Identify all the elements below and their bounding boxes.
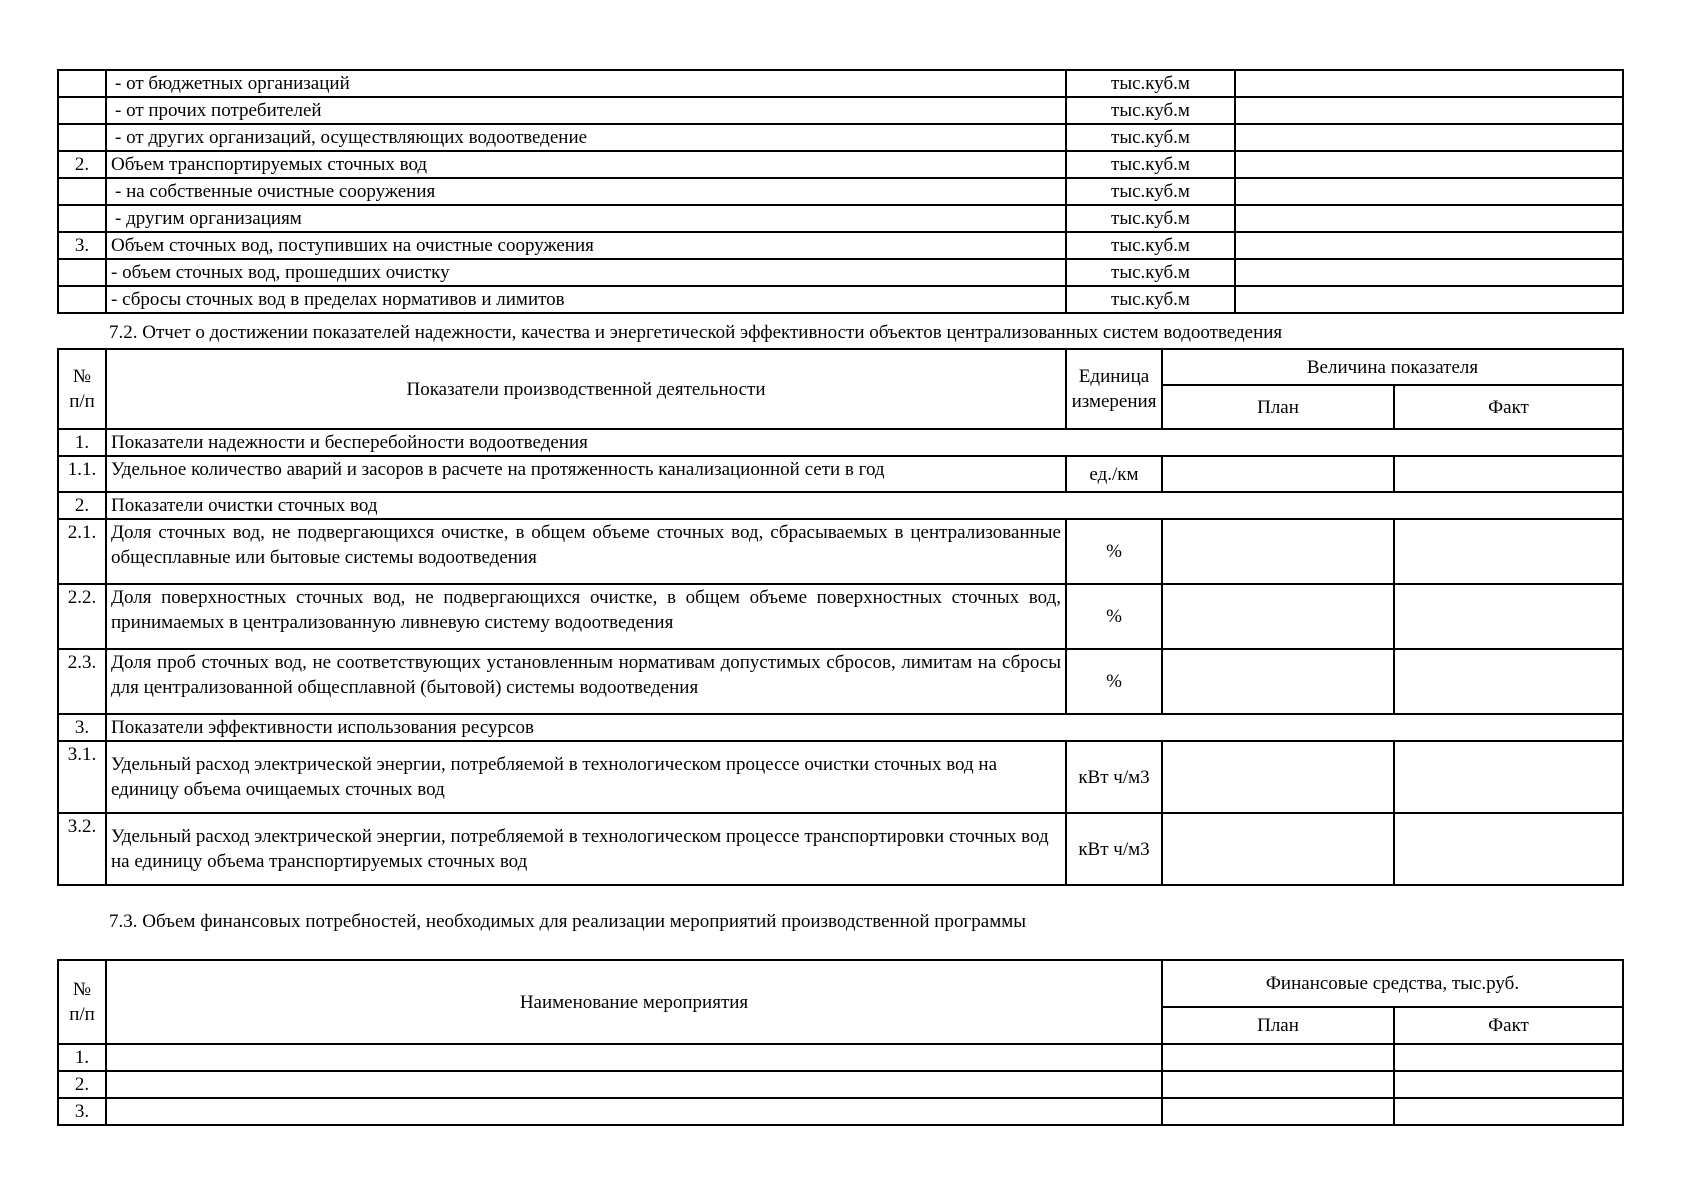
row-unit: тыс.куб.м [1066, 151, 1235, 178]
row-number [58, 259, 106, 286]
row-plan[interactable] [1162, 741, 1394, 813]
table-row [58, 124, 1623, 151]
row-unit: кВт ч/м3 [1066, 813, 1162, 885]
row-unit: тыс.куб.м [1066, 259, 1235, 286]
table-row [58, 178, 1623, 205]
row-value [1235, 286, 1623, 313]
row-name[interactable] [106, 1071, 1162, 1098]
table-row [58, 1071, 1623, 1098]
row-value [1235, 205, 1623, 232]
row-fact[interactable] [1394, 584, 1623, 649]
row-number: 3.2. [58, 813, 106, 885]
row-plan[interactable] [1162, 1071, 1394, 1098]
row-fact[interactable] [1394, 456, 1623, 492]
header-plan: План [1162, 1007, 1394, 1044]
row-name: Доля поверхностных сточных вод, не подвергающихся очистке, в общем объеме поверхностных сточных вод, принимаемых в централизованную ливневую систему водоотведения [106, 584, 1066, 649]
row-number: 1. [58, 429, 106, 456]
row-number [58, 178, 106, 205]
table-row [58, 232, 1623, 259]
table-row [58, 456, 1623, 492]
table-row [58, 205, 1623, 232]
row-value [1235, 232, 1623, 259]
row-unit: % [1066, 649, 1162, 714]
table-row [58, 286, 1623, 313]
table-row [58, 70, 1623, 97]
table-row [58, 741, 1623, 813]
row-name: - сбросы сточных вод в пределах нормативов и лимитов [106, 286, 1066, 313]
row-name: Показатели надежности и бесперебойности водоотведения [106, 429, 1623, 456]
row-name: Объем сточных вод, поступивших на очистные сооружения [106, 232, 1066, 259]
row-number: 3.1. [58, 741, 106, 813]
row-name: - от прочих потребителей [106, 97, 1066, 124]
row-name: - другим организациям [106, 205, 1066, 232]
header-row [58, 349, 1623, 385]
row-fact[interactable] [1394, 1098, 1623, 1125]
table-row [58, 584, 1623, 649]
row-plan[interactable] [1162, 813, 1394, 885]
table-row [58, 97, 1623, 124]
row-name: Удельное количество аварий и засоров в расчете на протяженность канализационной сети в год [106, 456, 1066, 492]
row-number [58, 286, 106, 313]
row-plan[interactable] [1162, 584, 1394, 649]
table-row [58, 1098, 1623, 1125]
row-fact[interactable] [1394, 813, 1623, 885]
header-row [58, 960, 1623, 1007]
row-number [58, 205, 106, 232]
section-7-3-caption: 7.3. Объем финансовых потребностей, необходимых для реализации мероприятий производственной программы [109, 911, 1027, 932]
row-fact[interactable] [1394, 1071, 1623, 1098]
row-unit: тыс.куб.м [1066, 70, 1235, 97]
row-number [58, 124, 106, 151]
wastewater-volume-table [57, 69, 1624, 314]
row-fact[interactable] [1394, 519, 1623, 584]
row-number: 3. [58, 1098, 106, 1125]
row-unit: % [1066, 519, 1162, 584]
row-name: - объем сточных вод, прошедших очистку [106, 259, 1066, 286]
row-number [58, 70, 106, 97]
header-plan: План [1162, 385, 1394, 429]
row-plan[interactable] [1162, 649, 1394, 714]
row-name[interactable] [106, 1044, 1162, 1071]
row-unit: тыс.куб.м [1066, 124, 1235, 151]
row-plan[interactable] [1162, 1098, 1394, 1125]
header-indicators: Показатели производственной деятельности [106, 349, 1066, 429]
row-number: 2. [58, 151, 106, 178]
row-number: 2.1. [58, 519, 106, 584]
row-number: 3. [58, 714, 106, 741]
row-fact[interactable] [1394, 1044, 1623, 1071]
row-value [1235, 124, 1623, 151]
row-value [1235, 97, 1623, 124]
section-7-2-caption: 7.2. Отчет о достижении показателей надежности, качества и энергетической эффективности объектов централизованных систем водоотведения [109, 322, 1283, 343]
header-fact: Факт [1394, 1007, 1623, 1044]
row-unit: ед./км [1066, 456, 1162, 492]
header-value: Величина показателя [1162, 349, 1623, 385]
row-unit: тыс.куб.м [1066, 205, 1235, 232]
row-unit: тыс.куб.м [1066, 178, 1235, 205]
row-number: 3. [58, 232, 106, 259]
row-number: 1.1. [58, 456, 106, 492]
row-name: Доля сточных вод, не подвергающихся очистке, в общем объеме сточных вод, сбрасываемых в централизованные общесплавные или бытовые системы водоотведения [106, 519, 1066, 584]
row-number: 2. [58, 492, 106, 519]
row-value [1235, 151, 1623, 178]
table-row [58, 1044, 1623, 1071]
row-name: Показатели очистки сточных вод [106, 492, 1623, 519]
row-number: 2. [58, 1071, 106, 1098]
row-plan[interactable] [1162, 1044, 1394, 1071]
row-name: Удельный расход электрической энергии, потребляемой в технологическом процессе очистки сточных вод на единицу объема очищаемых сточных вод [106, 741, 1066, 813]
row-value [1235, 259, 1623, 286]
row-unit: тыс.куб.м [1066, 286, 1235, 313]
header-unit: Единица измерения [1066, 349, 1162, 429]
row-name: - на собственные очистные сооружения [106, 178, 1066, 205]
row-number [58, 97, 106, 124]
header-funds: Финансовые средства, тыс.руб. [1162, 960, 1623, 1007]
row-value [1235, 70, 1623, 97]
table-row [58, 519, 1623, 584]
row-name: Объем транспортируемых сточных вод [106, 151, 1066, 178]
row-fact[interactable] [1394, 649, 1623, 714]
table-row [58, 429, 1623, 456]
header-number: № п/п [58, 960, 106, 1044]
row-plan[interactable] [1162, 456, 1394, 492]
row-unit: тыс.куб.м [1066, 97, 1235, 124]
row-unit: % [1066, 584, 1162, 649]
row-number: 1. [58, 1044, 106, 1071]
header-number: № п/п [58, 349, 106, 429]
row-name: - от бюджетных организаций [106, 70, 1066, 97]
table-row [58, 649, 1623, 714]
row-value [1235, 178, 1623, 205]
table-row [58, 813, 1623, 885]
row-name[interactable] [106, 1098, 1162, 1125]
row-unit: кВт ч/м3 [1066, 741, 1162, 813]
row-name: Доля проб сточных вод, не соответствующих установленным нормативам допустимых сбросов, лимитам на сбросы для централизованной общесплавной (бытовой) системы водоотведения [106, 649, 1066, 714]
header-activity-name: Наименование мероприятия [106, 960, 1162, 1044]
table-row [58, 492, 1623, 519]
row-number: 2.2. [58, 584, 106, 649]
row-unit: тыс.куб.м [1066, 232, 1235, 259]
row-name: - от других организаций, осуществляющих водоотведение [106, 124, 1066, 151]
financial-needs-table [57, 959, 1624, 1126]
table-row [58, 259, 1623, 286]
header-fact: Факт [1394, 385, 1623, 429]
row-fact[interactable] [1394, 741, 1623, 813]
indicators-table [57, 348, 1624, 886]
row-number: 2.3. [58, 649, 106, 714]
row-plan[interactable] [1162, 519, 1394, 584]
table-row [58, 151, 1623, 178]
table-row [58, 714, 1623, 741]
row-name: Показатели эффективности использования ресурсов [106, 714, 1623, 741]
row-name: Удельный расход электрической энергии, потребляемой в технологическом процессе транспортировки сточных вод на единицу объема транспортируемых сточных вод [106, 813, 1066, 885]
